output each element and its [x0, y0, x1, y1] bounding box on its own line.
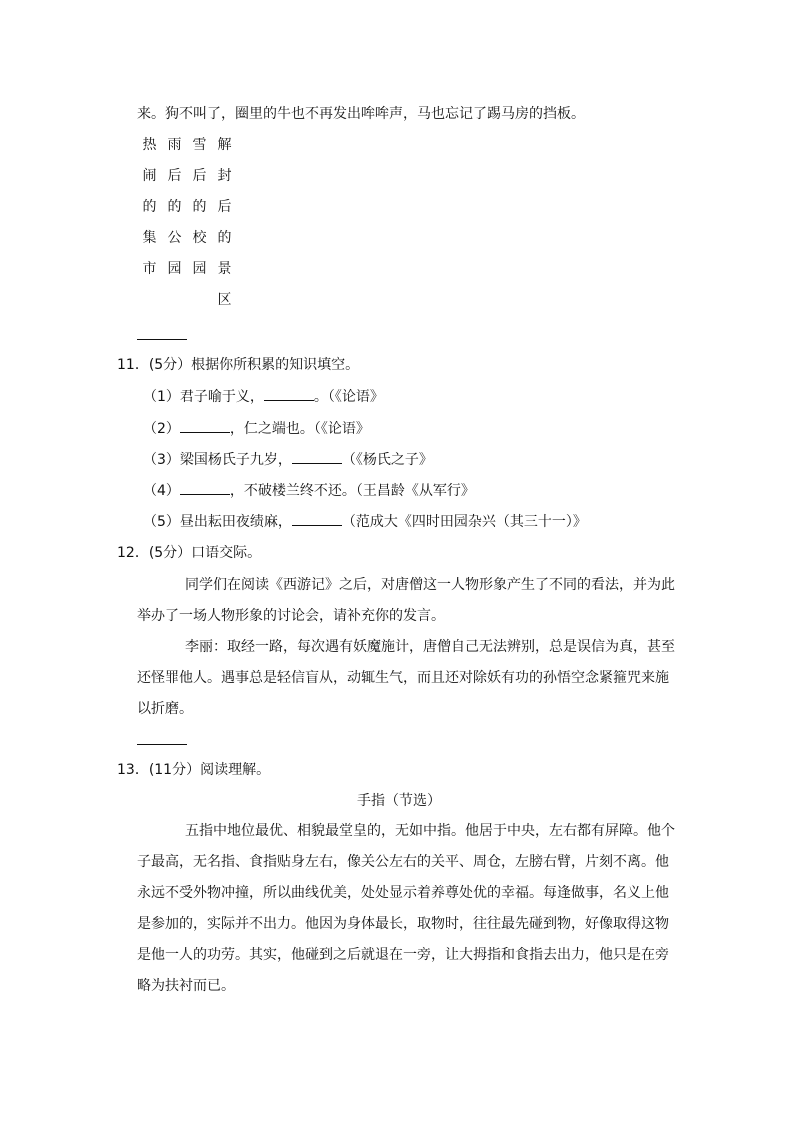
grid-char [187, 290, 212, 321]
fill-in-blank[interactable] [292, 511, 342, 526]
grid-char: 雪 [192, 137, 207, 153]
grid-char: 的 [167, 199, 182, 215]
grid-char: 后 [167, 168, 182, 184]
q11-title: 11．(5分）根据你所积累的知识填空。 [117, 357, 360, 373]
q12-speech-line: 以折磨。 [137, 701, 193, 717]
grid-char: 热 [142, 137, 157, 153]
fill-in-blank[interactable] [264, 386, 314, 401]
q12-speech [137, 632, 677, 725]
q11-item [143, 511, 587, 532]
character-grid [137, 135, 237, 321]
passage-line: 是他一人的功劳。其实，他碰到之后就退在一旁，让大拇指和食指去出力，他只是在旁 [137, 947, 669, 963]
grid-char: 区 [217, 292, 232, 308]
q12-intro [137, 570, 677, 632]
q11-item-prefix: （5）昼出耘田夜绩麻， [143, 514, 292, 530]
passage-line: 永远不受外物冲撞，所以曲线优美，处处显示着养尊处优的幸福。每逢做事，名义上他 [137, 885, 669, 901]
q12-intro-line: 同学们在阅读《西游记》之后，对唐僧这一人物形象产生了不同的看法，并为此 [185, 577, 675, 593]
grid-char [162, 290, 187, 321]
top-line: 来。狗不叫了，圈里的牛也不再发出哞哞声，马也忘记了踢马房的挡板。 [137, 106, 585, 122]
grid-char [137, 290, 162, 321]
q11-item-prefix: （4） [143, 483, 180, 499]
grid-char: 后 [217, 199, 232, 215]
q11-item-suffix: 。（《论语》 [313, 389, 384, 405]
fill-in-blank[interactable] [180, 418, 230, 433]
grid-char: 景 [217, 261, 232, 277]
grid-char: 闹 [142, 168, 157, 184]
grid-char: 解 [217, 137, 232, 153]
q11-item-suffix: （范成大《四时田园杂兴（其三十一）》 [341, 514, 587, 530]
q11-item [143, 449, 433, 470]
grid-char: 的 [217, 230, 232, 246]
q11-item-suffix: ，不破楼兰终不还。（王昌龄《从军行》 [229, 483, 475, 499]
q12-speech-line: 李丽：取经一路，每次遇有妖魔施计，唐僧自己无法辨别，总是误信为真，甚至 [185, 639, 675, 655]
q12-title: 12．(5分）口语交际。 [117, 545, 262, 561]
q11-item-prefix: （2） [143, 421, 180, 437]
grid-char: 公 [167, 230, 182, 246]
q11-item-prefix: （3）梁国杨氏子九岁， [143, 452, 292, 468]
fill-in-blank[interactable] [180, 480, 230, 495]
q11-item-suffix: ，仁之端也。（《论语》 [229, 421, 370, 437]
passage-line: 是参加的，实际并不出力。他因为身体最长，取物时，往往最先碰到物，好像取得这物 [137, 916, 669, 932]
q11-item [143, 480, 475, 501]
q13-title: 13．(11分）阅读理解。 [117, 762, 271, 778]
grid-char: 园 [167, 261, 182, 277]
grid-char: 雨 [167, 137, 182, 153]
passage-line: 五指中地位最优、相貌最堂皇的，无如中指。他居于中央，左右都有屏障。他个 [185, 823, 675, 839]
q12-intro-line: 举办了一场人物形象的讨论会，请补充你的发言。 [137, 608, 445, 624]
fill-in-blank[interactable] [292, 449, 342, 464]
answer-line-12[interactable] [137, 744, 187, 745]
grid-char: 封 [217, 168, 232, 184]
passage-body [137, 816, 677, 1002]
q12-speech-line: 还怪罪他人。遇事总是轻信盲从，动辄生气，而且还对除妖有功的孙悟空念紧箍咒来施 [137, 670, 669, 686]
passage-line: 略为扶衬而已。 [137, 978, 235, 994]
grid-char: 后 [192, 168, 207, 184]
answer-line-10[interactable] [137, 339, 187, 340]
grid-char: 市 [142, 261, 157, 277]
passage-line: 子最高，无名指、食指贴身左右，像关公左右的关平、周仓，左膀右臂，片刻不离。他 [137, 854, 669, 870]
q11-item-prefix: （1）君子喻于义， [143, 389, 264, 405]
grid-char: 园 [192, 261, 207, 277]
q11-item [143, 386, 384, 407]
grid-char: 的 [142, 199, 157, 215]
grid-char: 的 [192, 199, 207, 215]
passage-title: 手指（节选） [357, 793, 441, 809]
q11-item-suffix: （《杨氏之子》 [341, 452, 433, 468]
grid-char: 校 [192, 230, 207, 246]
q11-item [143, 418, 370, 439]
grid-char: 集 [142, 230, 157, 246]
